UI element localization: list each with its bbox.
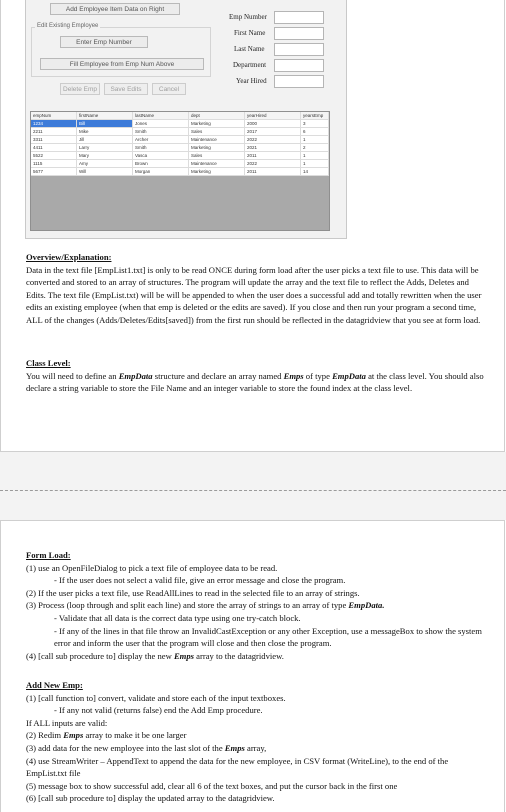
department-input[interactable] — [274, 59, 324, 72]
save-edits-button[interactable]: Save Edits — [104, 83, 148, 95]
table-row[interactable] — [31, 136, 329, 144]
overview-heading: Overview/Explanation: — [26, 252, 112, 262]
grid-cell[interactable]: Larry — [77, 144, 133, 152]
add-emp-step-1: (1) [call function to] convert, validate and store each of the input textboxes. — [26, 692, 286, 703]
form-load-section — [26, 549, 484, 662]
grid-cell[interactable]: Sales — [189, 152, 245, 160]
grid-cell[interactable]: 3 — [301, 120, 329, 128]
add-emp-step-5: (5) message box to show successful add, clear all 6 of the text boxes, and put the cursor back in the first one — [26, 780, 398, 791]
edit-existing-group — [31, 23, 211, 77]
class-level-section — [26, 357, 484, 395]
grid-cell[interactable]: Will — [77, 168, 133, 176]
grid-cell[interactable]: 2022 — [245, 136, 301, 144]
class-level-heading: Class Level: — [26, 358, 71, 368]
page-break-line — [0, 490, 506, 491]
employee-datagridview[interactable] — [30, 111, 330, 231]
grid-cell[interactable]: Smith — [133, 144, 189, 152]
grid-cell[interactable]: 2 — [301, 144, 329, 152]
add-employee-button[interactable]: Add Employee Item Data on Right — [50, 3, 180, 15]
grid-cell[interactable]: 2000 — [245, 120, 301, 128]
grid-cell[interactable]: Amy — [77, 160, 133, 168]
grid-cell[interactable]: Maintenance — [189, 136, 245, 144]
grid-cell[interactable]: Mike — [77, 128, 133, 136]
grid-cell[interactable]: Morgan — [133, 168, 189, 176]
grid-header-cell[interactable]: dept — [189, 112, 245, 120]
label-last-name: Last Name — [234, 45, 265, 53]
form-load-step-3: (3) Process (loop through and split each line) and store the array of strings to an array of type EmpData. — [26, 600, 385, 611]
grid-header-cell[interactable]: empNum — [31, 112, 77, 120]
grid-cell[interactable]: 1 — [301, 136, 329, 144]
cancel-button[interactable]: Cancel — [152, 83, 186, 95]
grid-cell[interactable]: Sales — [189, 128, 245, 136]
emp-number-input[interactable] — [274, 11, 324, 24]
grid-header-cell[interactable]: yearsEmp — [301, 112, 329, 120]
fill-employee-button[interactable]: Fill Employee from Emp Num Above — [40, 58, 204, 70]
add-emp-step-4: (4) use StreamWriter – AppendText to append the data for the new employee, in CSV format (WriteLine), to the end of the EmpList.txt file — [26, 755, 449, 779]
grid-cell[interactable]: Marketing — [189, 168, 245, 176]
grid-header-cell[interactable]: firstName — [77, 112, 133, 120]
grid-cell[interactable]: Archer — [133, 136, 189, 144]
label-year-hired: Year Hired — [236, 77, 267, 85]
grid-cell[interactable]: Smith — [133, 128, 189, 136]
form-load-step-3a: - Validate that all data is the correct data type using one try-catch block. — [54, 612, 301, 623]
grid-cell[interactable]: 4411 — [31, 144, 77, 152]
table-row[interactable] — [31, 144, 329, 152]
label-department: Department — [233, 61, 267, 69]
grid-cell[interactable]: Jones — [133, 120, 189, 128]
grid-cell[interactable]: Marketing — [189, 144, 245, 152]
grid-cell[interactable]: 5522 — [31, 152, 77, 160]
add-emp-step-2: (2) Redim Emps array to make it be one larger — [26, 730, 187, 741]
delete-emp-button[interactable]: Delete Emp — [60, 83, 100, 95]
add-emp-if-all: If ALL inputs are valid: — [26, 717, 108, 728]
grid-cell[interactable]: 6 — [301, 128, 329, 136]
grid-cell[interactable]: 2211 — [31, 128, 77, 136]
grid-cell[interactable]: 1115 — [31, 160, 77, 168]
grid-cell[interactable]: 3311 — [31, 136, 77, 144]
page-gap — [0, 452, 506, 520]
grid-cell[interactable]: 1 — [301, 152, 329, 160]
overview-section — [26, 251, 484, 327]
grid-cell[interactable]: Marketing — [189, 120, 245, 128]
form-load-step-3b: - If any of the lines in that file throw an InvalidCastException or any other Exception, use a messageBox to show the system error and inform the user that the program will close and then close the program. — [54, 625, 482, 649]
table-row[interactable] — [31, 128, 329, 136]
add-emp-step-1a: - If any not valid (returns false) end the Add Emp procedure. — [54, 705, 263, 716]
label-first-name: First Name — [234, 29, 266, 37]
form-load-step-1a: - If the user does not select a valid file, give an error message and close the program. — [54, 575, 346, 586]
add-emp-step-3: (3) add data for the new employee into the last slot of the Emps array, — [26, 742, 267, 753]
grid-cell[interactable]: Bill — [77, 120, 133, 128]
add-emp-heading: Add New Emp: — [26, 680, 83, 690]
grid-cell[interactable]: Brown — [133, 160, 189, 168]
grid-cell[interactable]: Mary — [77, 152, 133, 160]
grid-cell[interactable]: Jill — [77, 136, 133, 144]
grid-cell[interactable]: 1 — [301, 160, 329, 168]
grid-cell[interactable]: Vasca — [133, 152, 189, 160]
enter-emp-number-button[interactable]: Enter Emp Number — [60, 36, 148, 48]
grid-cell[interactable]: 2022 — [245, 160, 301, 168]
year-hired-input[interactable] — [274, 75, 324, 88]
table-row[interactable] — [31, 168, 329, 176]
overview-body: Data in the text file [EmpList1.txt] is only to be read ONCE during form load after the user picks a text file to use. This data will be converted and stored to an array of structures. The program will update the array and the text file to reflect the Adds, Deletes and Edits. The text file (EmpList.txt) will be will be appended to when the user does a successful add and totally rewritten when the user edits an existing employee (when that emp is deleted or the edits are saved). If you close and then run your program a second time, ALL of the changes (Adds/Deletes/Edits[saved]) from the first run should be reflected in the datagridview that you see at form load. — [26, 264, 482, 325]
first-name-input[interactable] — [274, 27, 324, 40]
form-load-step-1: (1) use an OpenFileDialog to pick a text file of employee data to be read. — [26, 562, 278, 573]
table-row[interactable] — [31, 160, 329, 168]
table-row[interactable] — [31, 120, 329, 128]
grid-cell[interactable]: 14 — [301, 168, 329, 176]
grid-cell[interactable]: 2017 — [245, 128, 301, 136]
last-name-input[interactable] — [274, 43, 324, 56]
form-load-step-4: (4) [call sub procedure to] display the new Emps array to the datagridview. — [26, 650, 284, 661]
grid-cell[interactable]: 1234 — [31, 120, 77, 128]
grid-cell[interactable]: 5677 — [31, 168, 77, 176]
class-level-body: You will need to define an EmpData structure and declare an array named Emps of type EmpData at the class level. You should also declare a string variable to store the File Name and an integer variable to store the found index at the class level. — [26, 370, 484, 394]
grid-cell[interactable]: Maintenance — [189, 160, 245, 168]
grid-header-cell[interactable]: lastName — [133, 112, 189, 120]
grid-cell[interactable]: 2011 — [245, 168, 301, 176]
label-emp-number: Emp Number — [229, 13, 267, 21]
form-load-heading: Form Load: — [26, 550, 71, 560]
group-title: Edit Existing Employee — [37, 23, 99, 29]
add-emp-step-6: (6) [call sub procedure to] display the updated array to the datagridview. — [26, 793, 275, 804]
table-row[interactable] — [31, 152, 329, 160]
grid-cell[interactable]: 2011 — [245, 152, 301, 160]
grid-cell[interactable]: 2021 — [245, 144, 301, 152]
grid-header-cell[interactable]: yearHired — [245, 112, 301, 120]
add-emp-section — [26, 679, 484, 805]
document-page-2 — [0, 520, 505, 812]
grid-header-row[interactable] — [31, 112, 329, 120]
form-load-step-2: (2) If the user picks a text file, use ReadAllLines to read in the selected file to an array of strings. — [26, 587, 360, 598]
